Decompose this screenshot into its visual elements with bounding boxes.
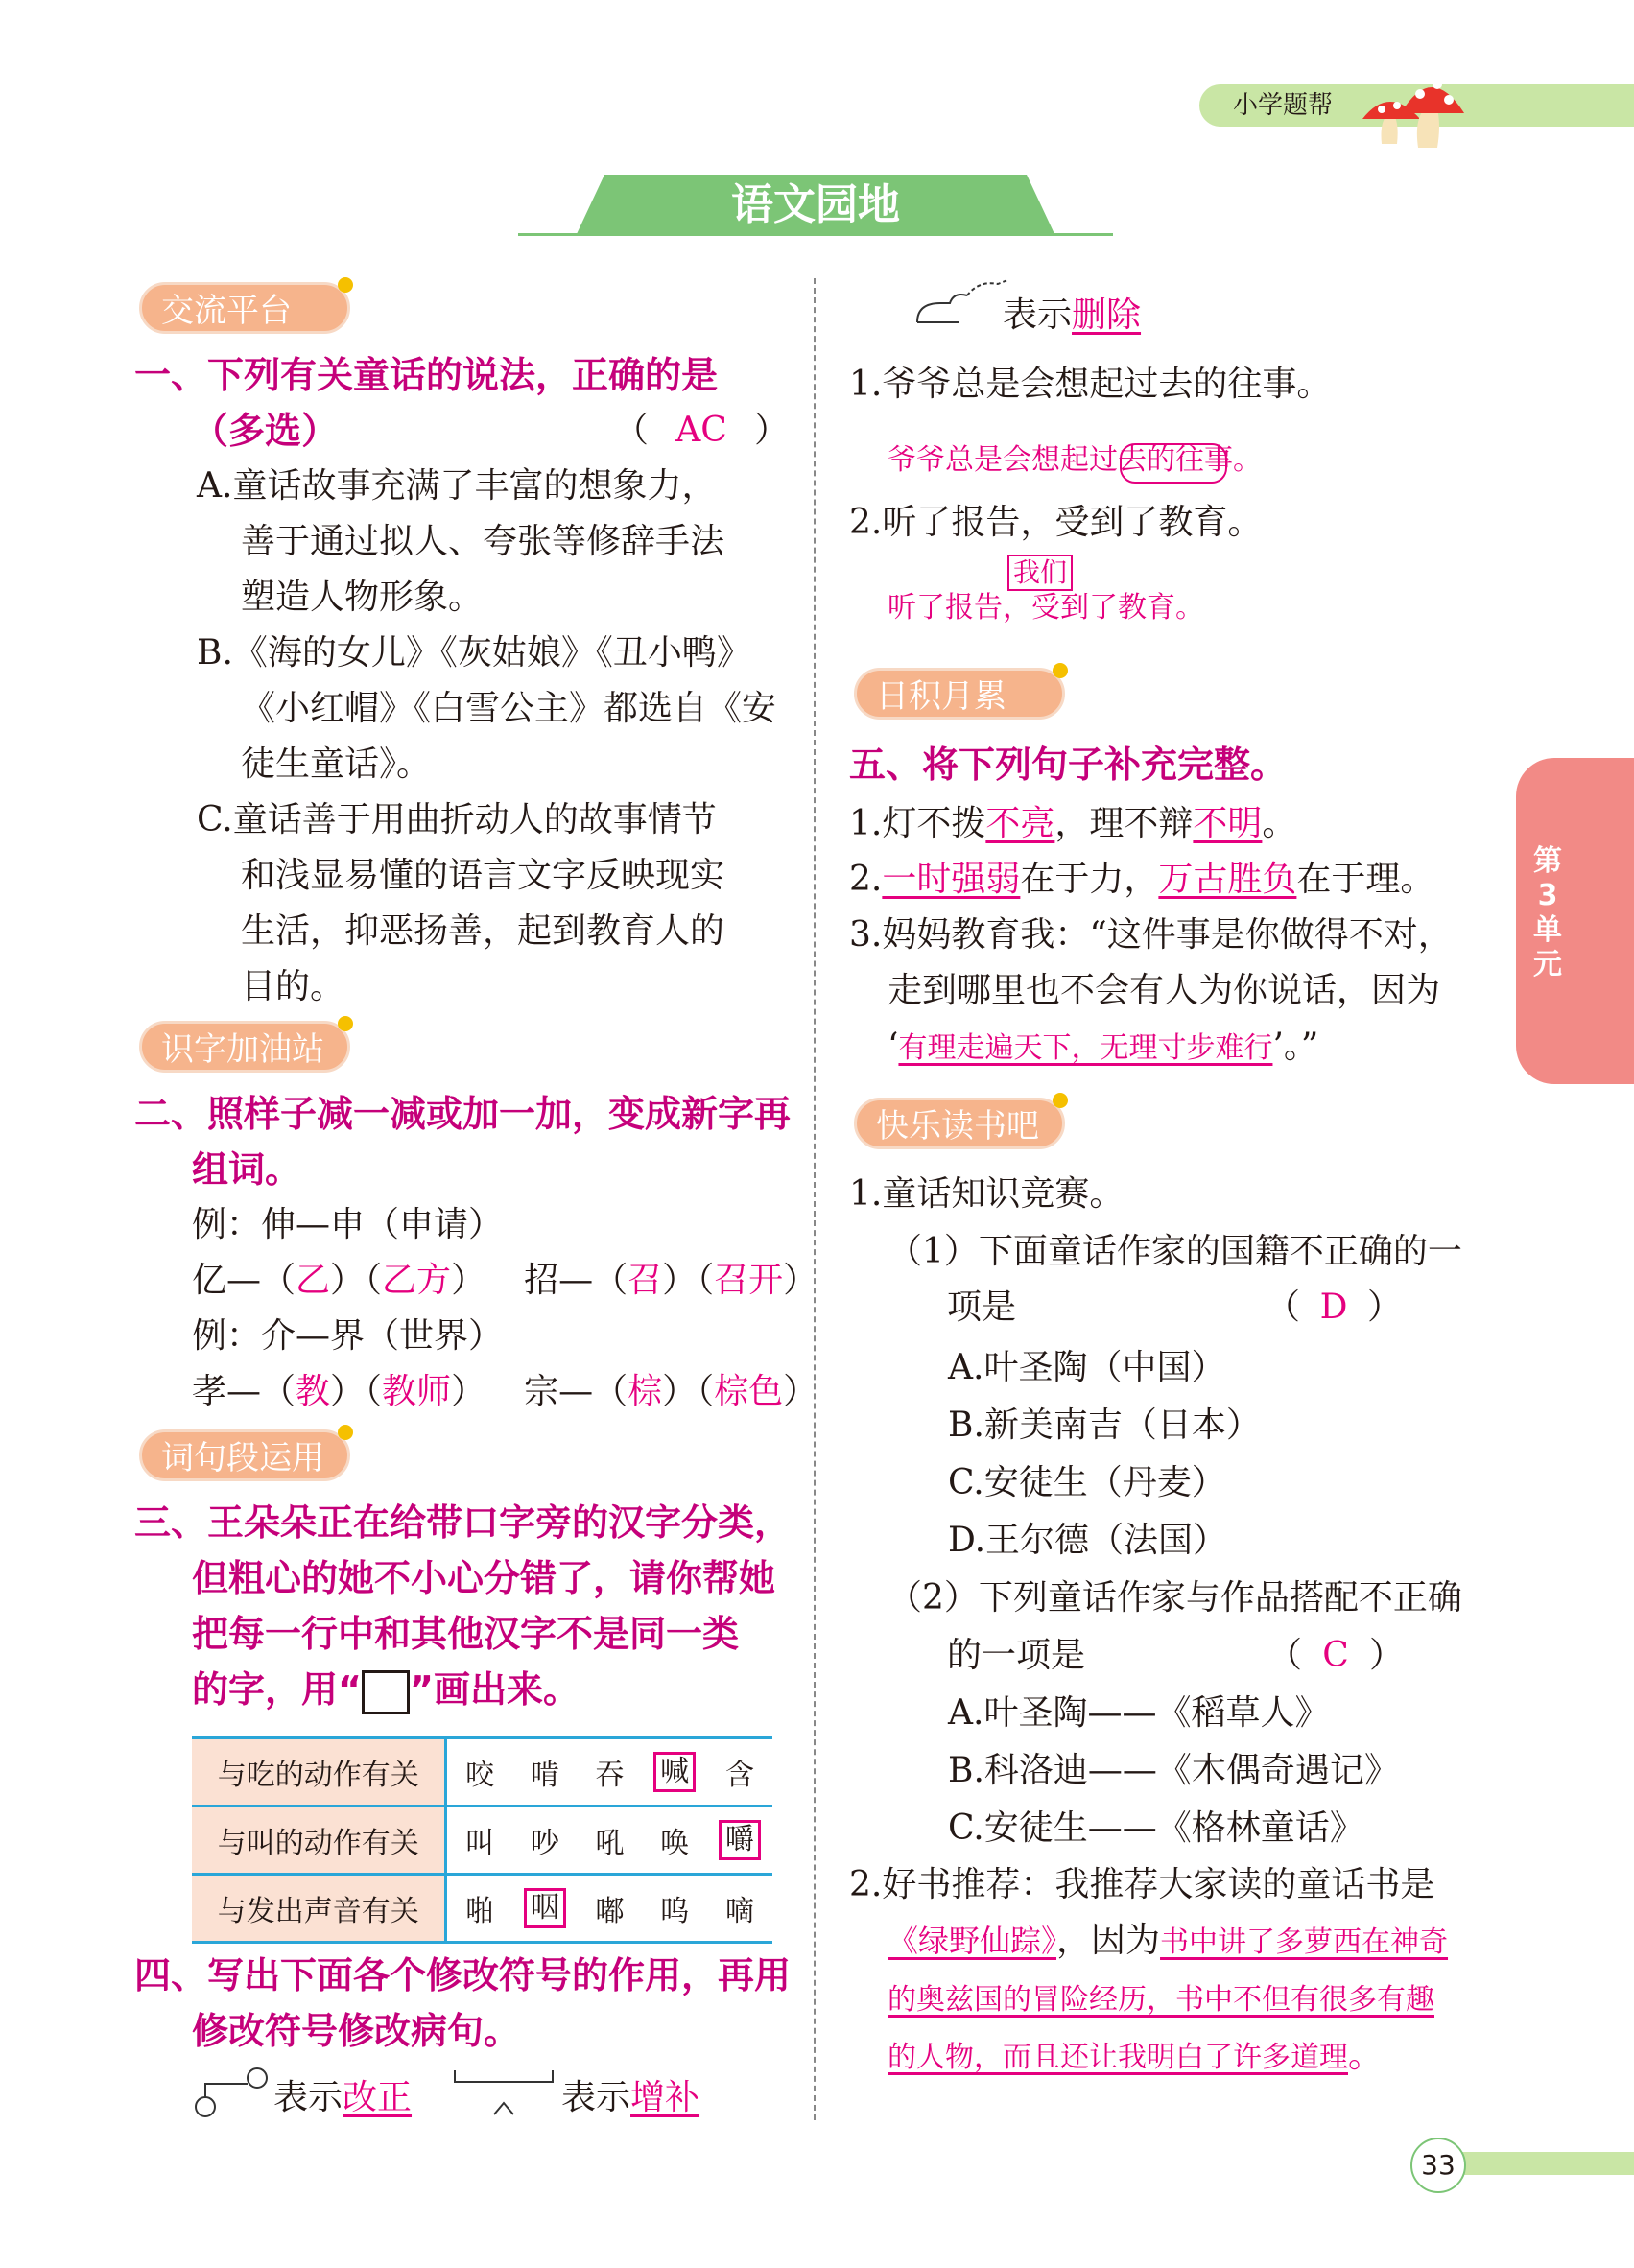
boxed-char: 咽 bbox=[524, 1888, 566, 1928]
q4-line2: 修改符号修改病句。 bbox=[192, 2010, 521, 2052]
correction-symbol-icon bbox=[188, 2065, 274, 2122]
q6-1b-answer: C bbox=[1322, 1636, 1349, 1675]
q1-option-a: A.童话故事充满了丰富的想象力， 善于通过拟人、夸张等修辞手法 塑造人物形象。 bbox=[197, 466, 725, 617]
char: 呜 bbox=[660, 1895, 690, 1928]
q2-row1: 亿—（乙）（乙方） 招—（召）（召开） bbox=[192, 1261, 818, 1300]
q2-example2: 例：介—界（世界） bbox=[192, 1316, 504, 1356]
q2-row2: 孝—（教）（教师） 宗—（棕）（棕色） bbox=[192, 1372, 818, 1411]
page-title: 语文园地 bbox=[731, 180, 900, 229]
q2-line2: 组词。 bbox=[192, 1148, 302, 1191]
q4-sentence2-corrected: 听了报告，受到了教育。 bbox=[888, 591, 1204, 625]
q2-example1: 例：伸—申（申请） bbox=[192, 1205, 504, 1244]
q5-title: 五、将下列句子补充完整。 bbox=[849, 744, 1288, 786]
insert-symbol-icon bbox=[451, 2063, 557, 2120]
q1-line2: （多选） bbox=[192, 410, 339, 452]
delete-symbol-icon bbox=[912, 274, 1017, 342]
q6-1: 1.童话知识竞赛。 bbox=[849, 1174, 1125, 1214]
char: 含 bbox=[725, 1759, 755, 1792]
char: 吵 bbox=[530, 1827, 559, 1860]
page-number: 33 bbox=[1410, 2138, 1466, 2193]
badge-shizi: 识字加油站 bbox=[139, 1021, 350, 1073]
char: 吼 bbox=[595, 1827, 625, 1860]
symbol1-answer: 改正 bbox=[343, 2078, 413, 2117]
column-divider bbox=[814, 278, 816, 2120]
symbol2-answer: 增补 bbox=[630, 2078, 700, 2117]
q1-line1: 一、下列有关童话的说法，正确的是 bbox=[134, 354, 719, 396]
row-label: 与叫的动作有关 bbox=[192, 1807, 446, 1875]
q5-line1: 1.灯不拨不亮，理不辩不明。 bbox=[849, 804, 1297, 843]
insert-word: 我们 bbox=[1007, 555, 1073, 591]
char: 唤 bbox=[660, 1827, 690, 1860]
symbol3-answer: 删除 bbox=[1072, 295, 1142, 335]
q1-option-c: C.童话善于用曲折动人的故事情节 和浅显易懂的语言文字反映现实 生活，抑恶扬善，起到教育人的 目的。 bbox=[197, 800, 725, 1006]
table-row bbox=[192, 1807, 772, 1875]
q4-sentence1: 1.爷爷总是会想起过去的往事。 bbox=[849, 365, 1332, 404]
boxed-char: 喊 bbox=[653, 1752, 696, 1792]
char: 吞 bbox=[595, 1759, 625, 1792]
q4-sentence2: 2.听了报告，受到了教育。 bbox=[849, 503, 1263, 542]
symbol1-text: 表示改正 bbox=[273, 2078, 413, 2117]
char: 嘟 bbox=[595, 1895, 625, 1928]
char: 咬 bbox=[465, 1759, 495, 1792]
q3-text: 三、王朵朵正在给带口字旁的汉字分类， 但粗心的她不小心分错了，请你帮她 把每一行中和其他汉字不是同一类 的字，用“ ”画出来。 bbox=[134, 1495, 791, 1717]
q1-answer: AC bbox=[675, 411, 727, 450]
q4-line1: 四、写出下面各个修改符号的作用，再用 bbox=[134, 1954, 792, 1996]
badge-jiaoliu: 交流平台 bbox=[139, 282, 350, 334]
unit-tab-text: 第 3 单 元 bbox=[1533, 844, 1562, 981]
q6-1a-options: A.叶圣陶（中国） B.新美南吉（日本） C.安徒生（丹麦） D.王尔德（法国） bbox=[948, 1348, 1261, 1560]
brand-label: 小学题帮 bbox=[1233, 91, 1334, 120]
q2-line1: 二、照样子减一减或加一加，变成新字再 bbox=[134, 1093, 792, 1135]
classification-table bbox=[192, 1736, 772, 1944]
badge-riji: 日积月累 bbox=[854, 668, 1065, 720]
q6-1b-options: A.叶圣陶——《稻草人》 B.科洛迪——《木偶奇遇记》 C.安徒生——《格林童话》 bbox=[948, 1693, 1399, 1848]
symbol2-text: 表示增补 bbox=[561, 2078, 700, 2117]
table-row bbox=[192, 1738, 772, 1807]
mushroom-icon bbox=[1353, 58, 1468, 154]
q5-line2: 2.一时强弱在于力，万古胜负在于理。 bbox=[849, 860, 1435, 899]
char: 嘀 bbox=[725, 1895, 755, 1928]
q4-sentence1-corrected: 爷爷总是会想起过去的往事。 bbox=[888, 443, 1262, 477]
table-row bbox=[192, 1875, 772, 1943]
q5-line3: 3.妈妈教育我：“这件事是你做得不对， 走到哪里也不会有人为你说话，因为 ‘有理走遍天下，无理寸步难行’。” bbox=[849, 915, 1453, 1066]
footer-bar bbox=[1449, 2152, 1634, 2175]
char: 叫 bbox=[465, 1827, 495, 1860]
delete-mark bbox=[1120, 443, 1227, 484]
q1-option-b: B.《海的女儿》《灰姑娘》《丑小鸭》 《小红帽》《白雪公主》都选自《安 徒生童话》。 bbox=[197, 633, 777, 784]
symbol3-text: 表示删除 bbox=[1003, 295, 1142, 335]
boxed-char: 嚼 bbox=[719, 1820, 761, 1860]
row-label: 与发出声音有关 bbox=[192, 1875, 446, 1943]
char: 啃 bbox=[530, 1759, 559, 1792]
q6-2: 2.好书推荐：我推荐大家读的童话书是 《绿野仙踪》，因为书中讲了多萝西在神奇 的奥兹国的冒险经历，书中不但有很多有趣 的人物，而且还让我明白了许多道理。 bbox=[849, 1865, 1449, 2075]
char: 啪 bbox=[465, 1895, 495, 1928]
q1-answer-paren: （ AC ） bbox=[614, 403, 789, 459]
box-symbol bbox=[362, 1670, 410, 1714]
badge-ciju: 词句段运用 bbox=[139, 1429, 350, 1481]
badge-kuaile: 快乐读书吧 bbox=[854, 1098, 1065, 1149]
row-label: 与吃的动作有关 bbox=[192, 1738, 446, 1807]
q6-1a: （1）下面童话作家的国籍不正确的一 项是 （ D ） bbox=[888, 1224, 1462, 1335]
q6-1a-answer: D bbox=[1319, 1288, 1348, 1327]
q6-1b: （2）下列童话作家与作品搭配不正确 的一项是 （ C ） bbox=[888, 1570, 1462, 1685]
